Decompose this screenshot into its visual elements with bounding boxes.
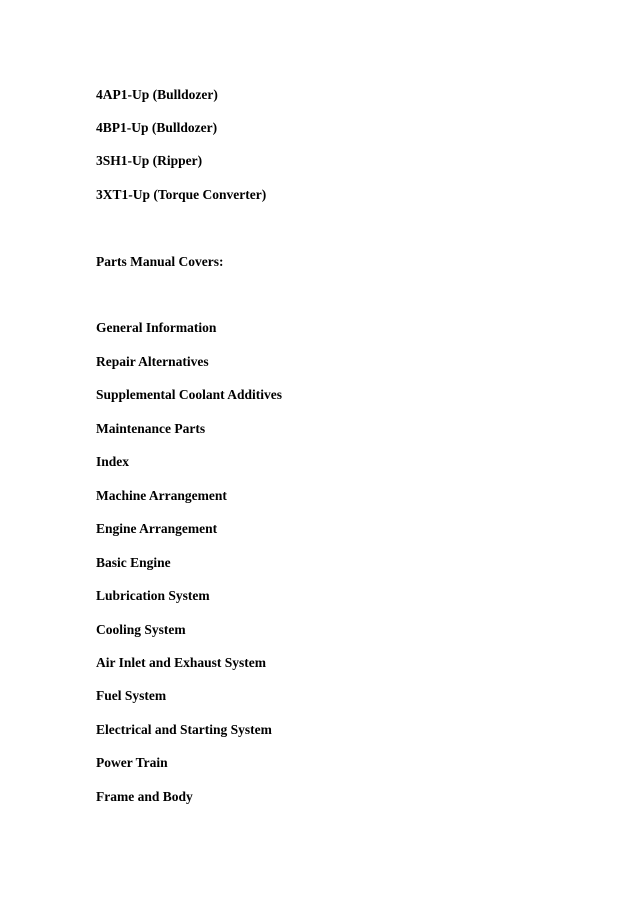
cover-item: Fuel System <box>96 688 167 703</box>
section-heading: Parts Manual Covers: <box>96 254 224 269</box>
cover-item: Lubrication System <box>96 588 210 603</box>
model-line: 4AP1-Up (Bulldozer) <box>96 87 218 102</box>
cover-item: Electrical and Starting System <box>96 722 272 737</box>
cover-item: Index <box>96 454 130 469</box>
cover-item: Basic Engine <box>96 555 171 570</box>
cover-item: General Information <box>96 320 217 335</box>
cover-item: Frame and Body <box>96 789 193 804</box>
model-line: 4BP1-Up (Bulldozer) <box>96 120 218 135</box>
model-line: 3SH1-Up (Ripper) <box>96 153 203 168</box>
model-line: 3XT1-Up (Torque Converter) <box>96 187 267 202</box>
cover-item: Air Inlet and Exhaust System <box>96 655 267 670</box>
cover-item: Engine Arrangement <box>96 521 218 536</box>
cover-item: Repair Alternatives <box>96 354 209 369</box>
cover-item: Power Train <box>96 755 168 770</box>
cover-item: Maintenance Parts <box>96 421 206 436</box>
cover-item: Cooling System <box>96 622 186 637</box>
cover-item: Machine Arrangement <box>96 488 227 503</box>
cover-item: Supplemental Coolant Additives <box>96 387 283 402</box>
